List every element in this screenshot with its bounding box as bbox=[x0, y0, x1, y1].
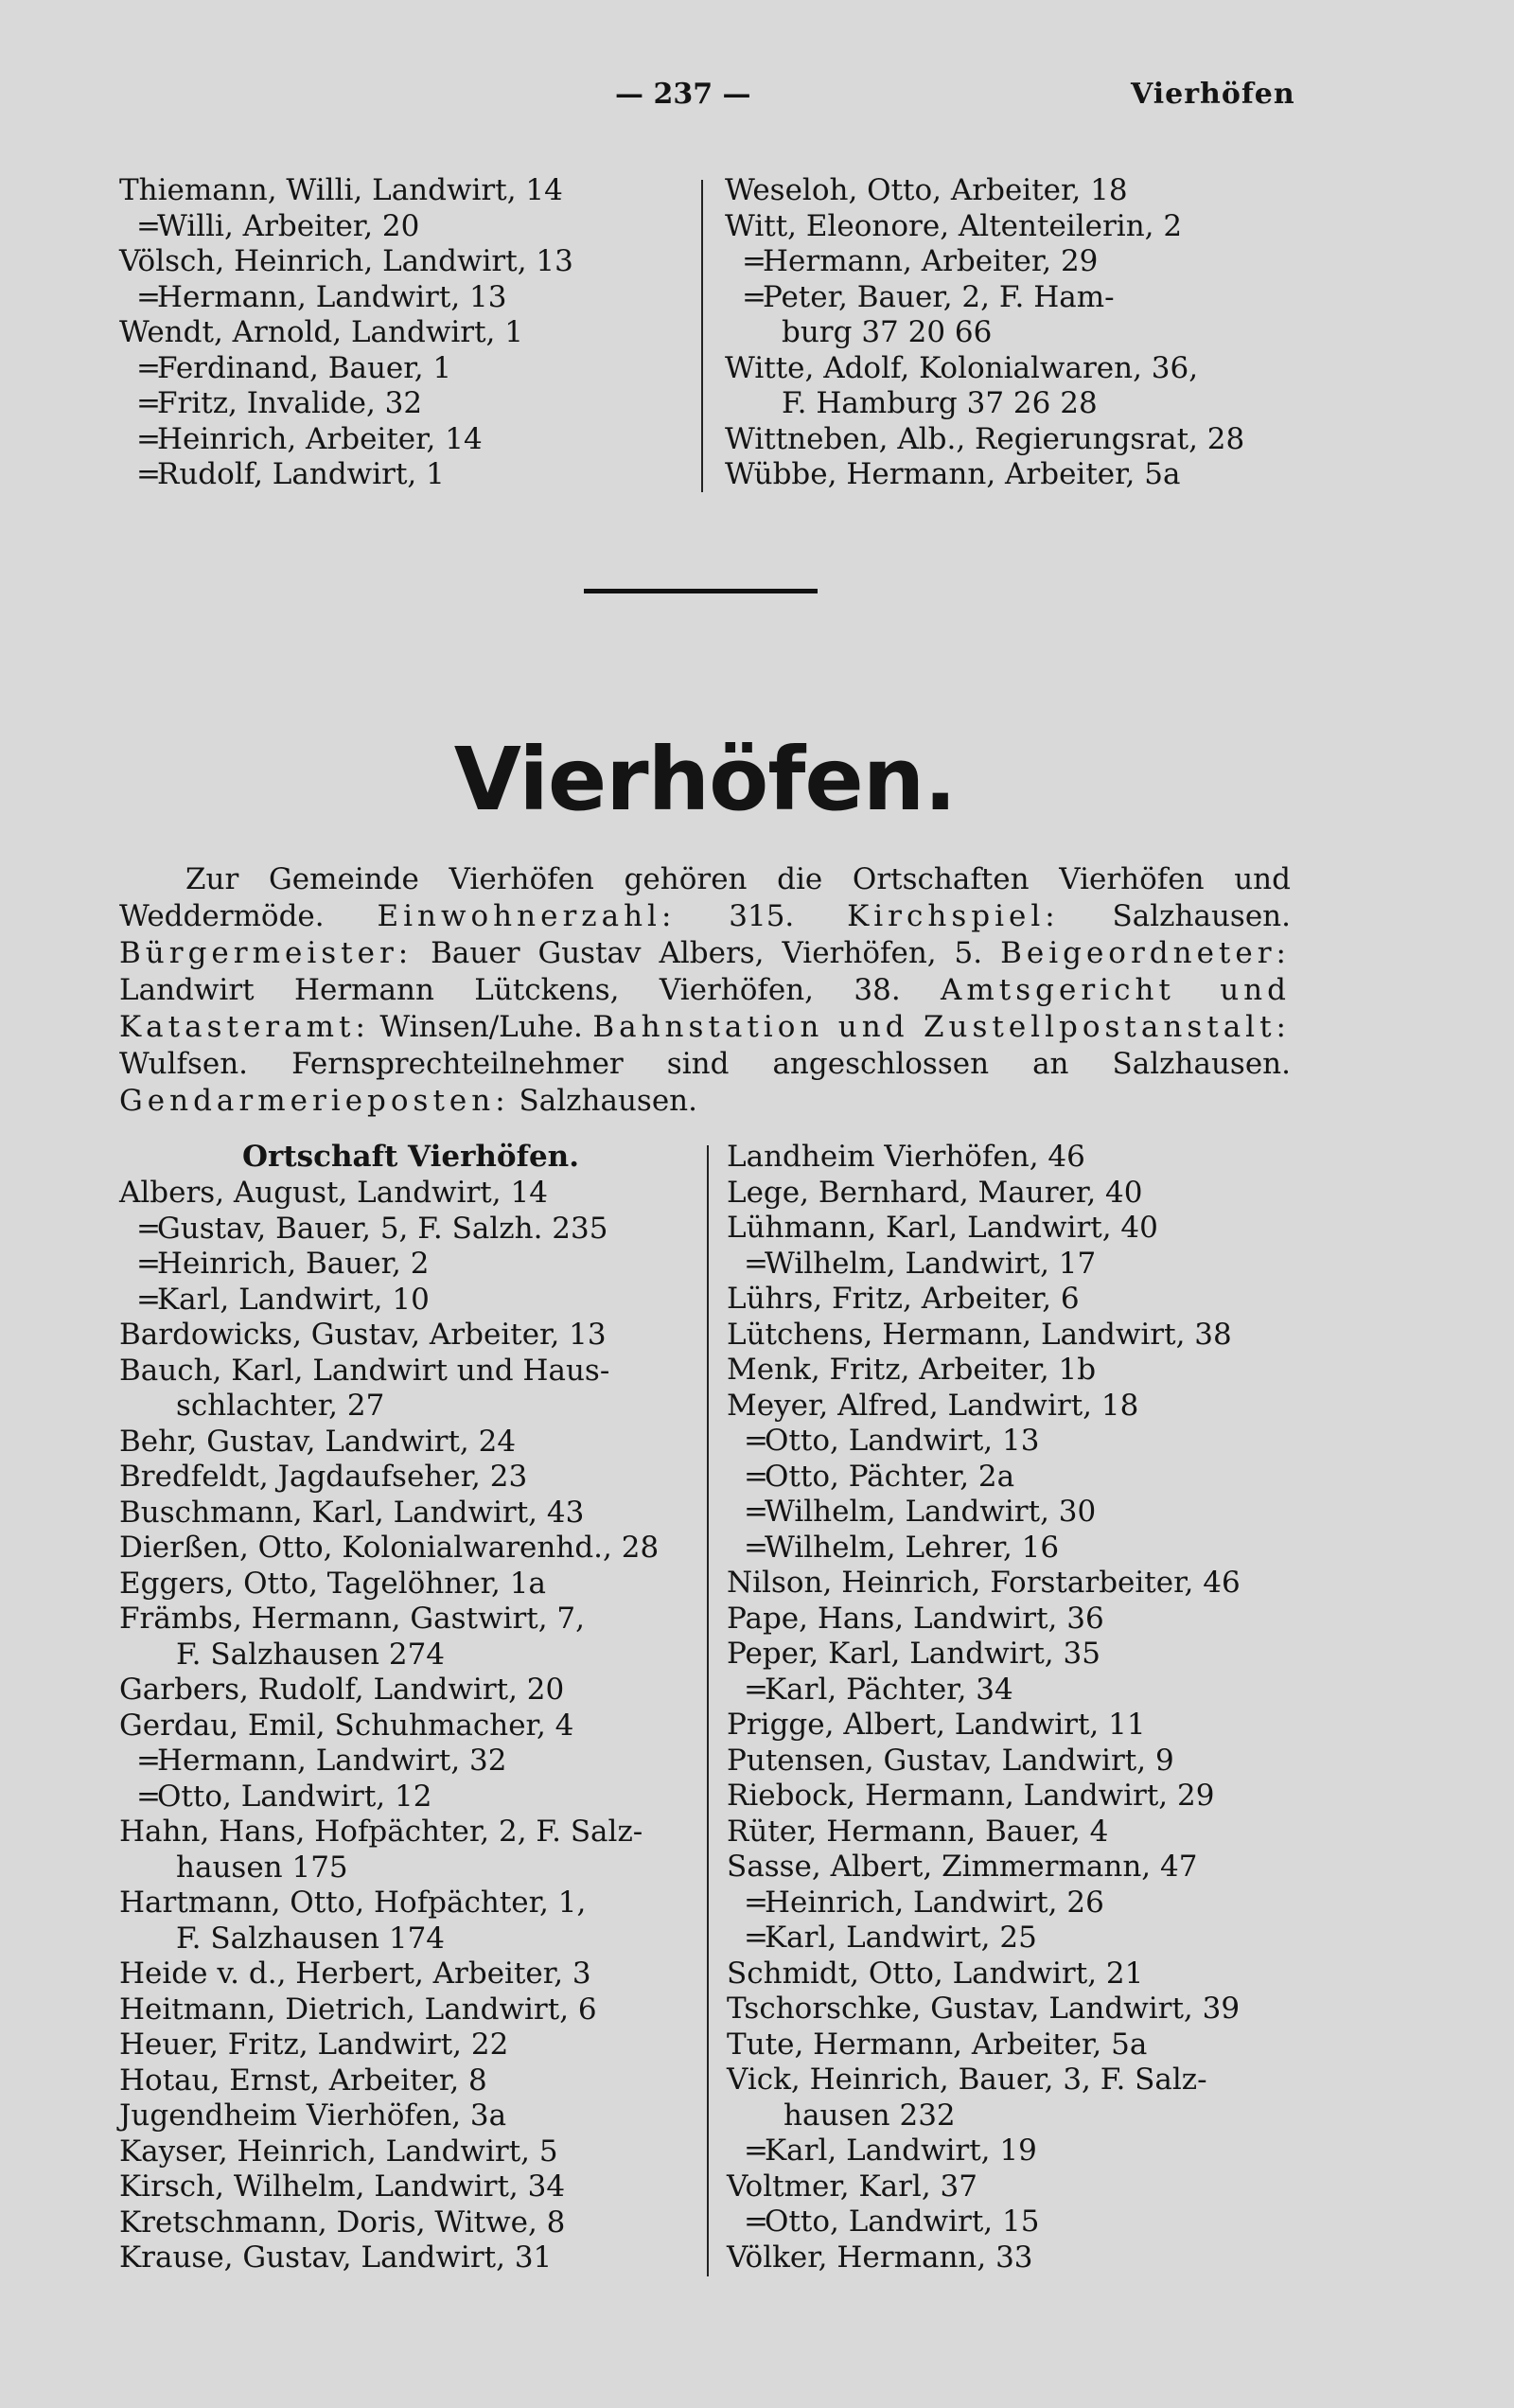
directory-entry bbox=[119, 2205, 696, 2241]
directory-entry bbox=[725, 315, 1293, 351]
directory-entry bbox=[727, 1247, 1313, 1283]
entry-text: Landheim Vierhöfen, 46 bbox=[727, 1140, 1085, 1174]
directory-entry bbox=[119, 1460, 696, 1496]
ditto-mark: = bbox=[744, 1921, 768, 1955]
entry-text: Lühmann, Karl, Landwirt, 40 bbox=[727, 1211, 1158, 1245]
fernsprech-text: Fernsprechteilnehmer sind angeschlossen an Salzhausen. bbox=[291, 1047, 1292, 1081]
ditto-mark: = bbox=[744, 1246, 768, 1281]
ditto-mark: = bbox=[744, 1495, 768, 1529]
section-rule bbox=[584, 589, 818, 593]
directory-entry bbox=[119, 1567, 696, 1602]
directory-entry bbox=[725, 173, 1293, 209]
entry-text: Hermann, Arbeiter, 29 bbox=[763, 244, 1099, 278]
entry-text: Kayser, Heinrich, Landwirt, 5 bbox=[119, 2134, 558, 2169]
directory-entry bbox=[119, 1602, 696, 1638]
directory-entry bbox=[727, 1815, 1313, 1850]
entry-text: Völsch, Heinrich, Landwirt, 13 bbox=[119, 244, 573, 278]
directory-entry bbox=[727, 1708, 1313, 1744]
directory-entry bbox=[727, 1211, 1313, 1247]
ditto-mark: = bbox=[136, 457, 161, 491]
ortschaft-heading: Ortschaft Vierhöfen. bbox=[242, 1140, 580, 1174]
ditto-mark: = bbox=[742, 279, 766, 314]
entry-text: Jugendheim Vierhöfen, 3a bbox=[119, 2098, 507, 2133]
ditto-mark: = bbox=[744, 1672, 768, 1707]
ditto-mark: = bbox=[744, 2204, 768, 2239]
entry-text: hausen 232 bbox=[783, 2098, 956, 2133]
directory-entry bbox=[119, 315, 696, 351]
ditto-mark: = bbox=[136, 1211, 161, 1246]
directory-entry bbox=[727, 1992, 1313, 2027]
entry-text: Peper, Karl, Landwirt, 35 bbox=[727, 1637, 1100, 1671]
directory-entry bbox=[119, 244, 696, 280]
entry-text: Heide v. d., Herbert, Arbeiter, 3 bbox=[119, 1956, 591, 1991]
directory-entry bbox=[727, 1140, 1313, 1176]
entry-text: Rudolf, Landwirt, 1 bbox=[157, 457, 445, 491]
entry-text: Bredfeldt, Jagdaufseher, 23 bbox=[119, 1460, 528, 1494]
einwohner-value: 315. bbox=[729, 899, 795, 933]
ditto-mark: = bbox=[136, 1744, 161, 1778]
directory-entry bbox=[727, 1176, 1313, 1212]
kirchspiel-value: Salzhausen. bbox=[1112, 899, 1291, 933]
entry-text: Sasse, Albert, Zimmermann, 47 bbox=[727, 1850, 1198, 1884]
entry-text: Fritz, Invalide, 32 bbox=[157, 386, 423, 420]
directory-entry bbox=[725, 280, 1293, 316]
entry-text: hausen 175 bbox=[176, 1850, 348, 1885]
entry-text: burg 37 20 66 bbox=[782, 315, 993, 349]
entry-text: Wilhelm, Landwirt, 30 bbox=[765, 1495, 1097, 1529]
entry-text: Witt, Eleonore, Altenteilerin, 2 bbox=[725, 208, 1183, 243]
entry-text: Tute, Hermann, Arbeiter, 5a bbox=[727, 2027, 1148, 2062]
entry-text: Karl, Pächter, 34 bbox=[765, 1672, 1013, 1707]
entry-text: Karl, Landwirt, 19 bbox=[765, 2134, 1037, 2168]
directory-entry bbox=[727, 2063, 1313, 2098]
entry-text: F. Salzhausen 174 bbox=[176, 1921, 446, 1956]
entry-text: Otto, Landwirt, 15 bbox=[765, 2204, 1040, 2239]
entry-text: Kirsch, Wilhelm, Landwirt, 34 bbox=[119, 2169, 566, 2204]
directory-entry bbox=[119, 386, 696, 422]
ditto-mark: = bbox=[744, 2134, 768, 2168]
entry-text: Kretschmann, Doris, Witwe, 8 bbox=[119, 2204, 566, 2240]
entry-text: Tschorschke, Gustav, Landwirt, 39 bbox=[727, 1992, 1241, 2026]
ditto-mark: = bbox=[136, 1779, 161, 1814]
directory-entry bbox=[119, 1709, 696, 1744]
ditto-mark: = bbox=[136, 1282, 161, 1317]
directory-entry bbox=[119, 1176, 696, 1212]
top-left-column bbox=[119, 173, 696, 493]
directory-entry bbox=[119, 2240, 696, 2276]
directory-entry bbox=[119, 1247, 696, 1283]
directory-entry bbox=[119, 1673, 696, 1709]
entry-text: Garbers, Rudolf, Landwirt, 20 bbox=[119, 1673, 565, 1707]
directory-entry bbox=[727, 1921, 1313, 1956]
entry-text: Heinrich, Bauer, 2 bbox=[157, 1247, 430, 1281]
entry-text: Gerdau, Emil, Schuhmacher, 4 bbox=[119, 1708, 574, 1743]
directory-entry bbox=[727, 2134, 1313, 2169]
ditto-mark: = bbox=[744, 1885, 768, 1920]
directory-entry bbox=[119, 1744, 696, 1779]
directory-entry bbox=[119, 1496, 696, 1532]
entry-text: Riebock, Hermann, Landwirt, 29 bbox=[727, 1779, 1215, 1813]
entry-text: Bardowicks, Gustav, Arbeiter, 13 bbox=[119, 1318, 607, 1352]
top-right-column bbox=[725, 173, 1293, 493]
entry-text: Witte, Adolf, Kolonialwaren, 36, bbox=[725, 350, 1199, 385]
entry-text: Heinrich, Arbeiter, 14 bbox=[157, 421, 483, 456]
entry-text: schlachter, 27 bbox=[176, 1389, 385, 1423]
entry-text: Rüter, Hermann, Bauer, 4 bbox=[727, 1814, 1109, 1849]
ditto-mark: = bbox=[742, 244, 766, 278]
kirchspiel-label: Kirchspiel: bbox=[847, 899, 1060, 933]
directory-entry bbox=[727, 1956, 1313, 1992]
entry-text: Gustav, Bauer, 5, F. Salzh. 235 bbox=[157, 1211, 608, 1246]
entry-text: Wilhelm, Landwirt, 17 bbox=[765, 1246, 1097, 1281]
einwohner-label: Einwohnerzahl: bbox=[377, 899, 677, 933]
ditto-mark: = bbox=[136, 421, 161, 456]
bahnstation-label: Bahnstation und Zustellpostanstalt: bbox=[592, 1010, 1291, 1044]
entry-text: F. Hamburg 37 26 28 bbox=[782, 386, 1098, 420]
directory-entry bbox=[119, 1921, 696, 1957]
entry-text: Lütchens, Hermann, Landwirt, 38 bbox=[727, 1317, 1232, 1352]
directory-entry bbox=[119, 1283, 696, 1319]
directory-entry bbox=[119, 209, 696, 245]
directory-entry bbox=[727, 2169, 1313, 2205]
directory-entry bbox=[119, 2098, 696, 2134]
directory-entry bbox=[725, 386, 1293, 422]
directory-entry bbox=[727, 1673, 1313, 1709]
entry-text: Hartmann, Otto, Hofpächter, 1, bbox=[119, 1886, 587, 1920]
entry-text: Albers, August, Landwirt, 14 bbox=[119, 1176, 548, 1210]
running-head: Vierhöfen bbox=[1131, 78, 1295, 111]
directory-entry bbox=[727, 2027, 1313, 2063]
entry-text: Eggers, Otto, Tagelöhner, 1a bbox=[119, 1566, 546, 1601]
beigeordneter-value: Landwirt Hermann Lütckens, Vierhöfen, 38. bbox=[119, 973, 901, 1007]
directory-entry bbox=[119, 1886, 696, 1921]
entry-text: F. Salzhausen 274 bbox=[176, 1637, 446, 1672]
entry-text: Heinrich, Landwirt, 26 bbox=[765, 1885, 1104, 1920]
directory-entry bbox=[727, 1637, 1313, 1673]
amtsgericht-label: Amtsgericht und Katasteramt: bbox=[119, 973, 1291, 1044]
entry-text: Otto, Landwirt, 13 bbox=[765, 1424, 1040, 1458]
bottom-right-column bbox=[727, 1140, 1313, 2275]
directory-entry bbox=[727, 1850, 1313, 1886]
entry-text: Hermann, Landwirt, 32 bbox=[157, 1744, 507, 1778]
bottom-left-column bbox=[119, 1176, 696, 2276]
directory-entry bbox=[119, 422, 696, 458]
section-title: Vierhöfen. bbox=[453, 729, 957, 830]
page-number: — 237 — bbox=[615, 78, 751, 111]
directory-entry bbox=[727, 2204, 1313, 2240]
entry-text: Otto, Landwirt, 12 bbox=[157, 1779, 432, 1814]
entry-text: Voltmer, Karl, 37 bbox=[727, 2169, 977, 2204]
buergermeister-value: Bauer Gustav Albers, Vierhöfen, 5. bbox=[431, 936, 983, 970]
entry-text: Främbs, Hermann, Gastwirt, 7, bbox=[119, 1602, 586, 1636]
ditto-mark: = bbox=[744, 1530, 768, 1565]
directory-entry bbox=[119, 1425, 696, 1461]
entry-text: Peter, Bauer, 2, F. Ham- bbox=[763, 279, 1115, 314]
buergermeister-label: Bürgermeister: bbox=[119, 936, 414, 970]
bottom-column-divider bbox=[707, 1145, 709, 2276]
entry-text: Buschmann, Karl, Landwirt, 43 bbox=[119, 1495, 585, 1530]
directory-entry bbox=[727, 1779, 1313, 1815]
directory-entry bbox=[727, 2240, 1313, 2276]
directory-entry bbox=[727, 1353, 1313, 1389]
directory-entry bbox=[119, 1850, 696, 1886]
directory-entry bbox=[119, 1992, 696, 2028]
entry-text: Hermann, Landwirt, 13 bbox=[157, 279, 507, 314]
directory-entry bbox=[727, 1531, 1313, 1567]
entry-text: Pape, Hans, Landwirt, 36 bbox=[727, 1601, 1104, 1636]
directory-entry bbox=[725, 244, 1293, 280]
directory-entry bbox=[119, 173, 696, 209]
directory-entry bbox=[727, 2098, 1313, 2134]
directory-entry bbox=[119, 2063, 696, 2099]
directory-entry bbox=[727, 1282, 1313, 1318]
entry-text: Hotau, Ernst, Arbeiter, 8 bbox=[119, 2063, 487, 2098]
directory-entry bbox=[727, 1566, 1313, 1602]
entry-text: Bauch, Karl, Landwirt und Haus- bbox=[119, 1353, 610, 1388]
intro-text: Zur Gemeinde Vierhöfen gehören die Ortschaften Vierhöfen und Weddermöde. bbox=[119, 862, 1291, 933]
ditto-mark: = bbox=[744, 1424, 768, 1458]
entry-text: Otto, Pächter, 2a bbox=[765, 1459, 1015, 1494]
entry-text: Wittneben, Alb., Regierungsrat, 28 bbox=[725, 421, 1245, 456]
directory-entry bbox=[725, 457, 1293, 493]
page-header bbox=[0, 78, 1514, 134]
entry-text: Prigge, Albert, Landwirt, 11 bbox=[727, 1708, 1146, 1742]
ditto-mark: = bbox=[136, 350, 161, 385]
top-column-divider bbox=[701, 180, 703, 492]
intro-paragraph bbox=[119, 861, 1291, 1120]
bottom-left-block bbox=[119, 1138, 696, 2276]
entry-text: Ferdinand, Bauer, 1 bbox=[157, 350, 452, 385]
entry-text: Heuer, Fritz, Landwirt, 22 bbox=[119, 2027, 509, 2062]
directory-entry bbox=[119, 280, 696, 316]
directory-entry bbox=[119, 1318, 696, 1354]
entry-text: Weseloh, Otto, Arbeiter, 18 bbox=[725, 173, 1128, 207]
directory-entry bbox=[119, 1956, 696, 1992]
directory-entry bbox=[119, 1779, 696, 1815]
entry-text: Putensen, Gustav, Landwirt, 9 bbox=[727, 1743, 1174, 1778]
ditto-mark: = bbox=[136, 279, 161, 314]
directory-entry bbox=[119, 1212, 696, 1248]
directory-entry bbox=[727, 1602, 1313, 1638]
entry-text: Meyer, Alfred, Landwirt, 18 bbox=[727, 1388, 1139, 1423]
entry-text: Wilhelm, Lehrer, 16 bbox=[765, 1530, 1060, 1565]
directory-entry bbox=[119, 351, 696, 387]
entry-text: Völker, Hermann, 33 bbox=[727, 2240, 1033, 2275]
entry-text: Willi, Arbeiter, 20 bbox=[157, 208, 420, 243]
directory-entry bbox=[725, 351, 1293, 387]
ditto-mark: = bbox=[136, 1247, 161, 1281]
entry-text: Vick, Heinrich, Bauer, 3, F. Salz- bbox=[727, 2063, 1207, 2097]
directory-entry bbox=[119, 457, 696, 493]
directory-entry bbox=[119, 1638, 696, 1673]
ditto-mark: = bbox=[136, 208, 161, 243]
directory-entry bbox=[119, 1815, 696, 1850]
entry-text: Lege, Bernhard, Maurer, 40 bbox=[727, 1175, 1143, 1210]
directory-entry bbox=[119, 2169, 696, 2205]
directory-entry bbox=[727, 1886, 1313, 1921]
gendarmerie-label: Gendarmerieposten: bbox=[119, 1084, 510, 1118]
entry-text: Wübbe, Hermann, Arbeiter, 5a bbox=[725, 457, 1181, 491]
ditto-mark: = bbox=[136, 386, 161, 420]
directory-entry bbox=[727, 1424, 1313, 1460]
municipality-intro bbox=[119, 861, 1291, 1120]
entry-text: Hahn, Hans, Hofpächter, 2, F. Salz- bbox=[119, 1815, 643, 1849]
entry-text: Dierßen, Otto, Kolonialwarenhd., 28 bbox=[119, 1531, 660, 1565]
directory-entry bbox=[727, 1318, 1313, 1354]
directory-entry bbox=[119, 2134, 696, 2170]
directory-entry bbox=[727, 1460, 1313, 1496]
entry-text: Karl, Landwirt, 10 bbox=[157, 1282, 430, 1317]
entry-text: Menk, Fritz, Arbeiter, 1b bbox=[727, 1353, 1097, 1387]
directory-entry bbox=[727, 1495, 1313, 1531]
amtsgericht-value: Winsen/Luhe. bbox=[379, 1010, 583, 1044]
entry-text: Karl, Landwirt, 25 bbox=[765, 1921, 1037, 1955]
entry-text: Nilson, Heinrich, Forstarbeiter, 46 bbox=[727, 1566, 1241, 1600]
entry-text: Heitmann, Dietrich, Landwirt, 6 bbox=[119, 1992, 597, 2027]
entry-text: Thiemann, Willi, Landwirt, 14 bbox=[119, 173, 563, 207]
directory-entry bbox=[119, 1531, 696, 1567]
entry-text: Lührs, Fritz, Arbeiter, 6 bbox=[727, 1282, 1080, 1316]
directory-entry bbox=[725, 209, 1293, 245]
directory-entry bbox=[119, 2027, 696, 2063]
entry-text: Schmidt, Otto, Landwirt, 21 bbox=[727, 1956, 1144, 1991]
directory-entry bbox=[725, 422, 1293, 458]
directory-entry bbox=[119, 1389, 696, 1425]
beigeordneter-label: Beigeordneter: bbox=[1000, 936, 1291, 970]
entry-text: Wendt, Arnold, Landwirt, 1 bbox=[119, 315, 523, 349]
bahnstation-value: Wulfsen. bbox=[119, 1047, 249, 1081]
directory-entry bbox=[119, 1354, 696, 1390]
entry-text: Behr, Gustav, Landwirt, 24 bbox=[119, 1424, 517, 1459]
gendarmerie-value: Salzhausen. bbox=[519, 1084, 697, 1118]
directory-entry bbox=[727, 1389, 1313, 1425]
directory-entry bbox=[727, 1744, 1313, 1779]
entry-text: Krause, Gustav, Landwirt, 31 bbox=[119, 2240, 553, 2275]
ditto-mark: = bbox=[744, 1459, 768, 1494]
